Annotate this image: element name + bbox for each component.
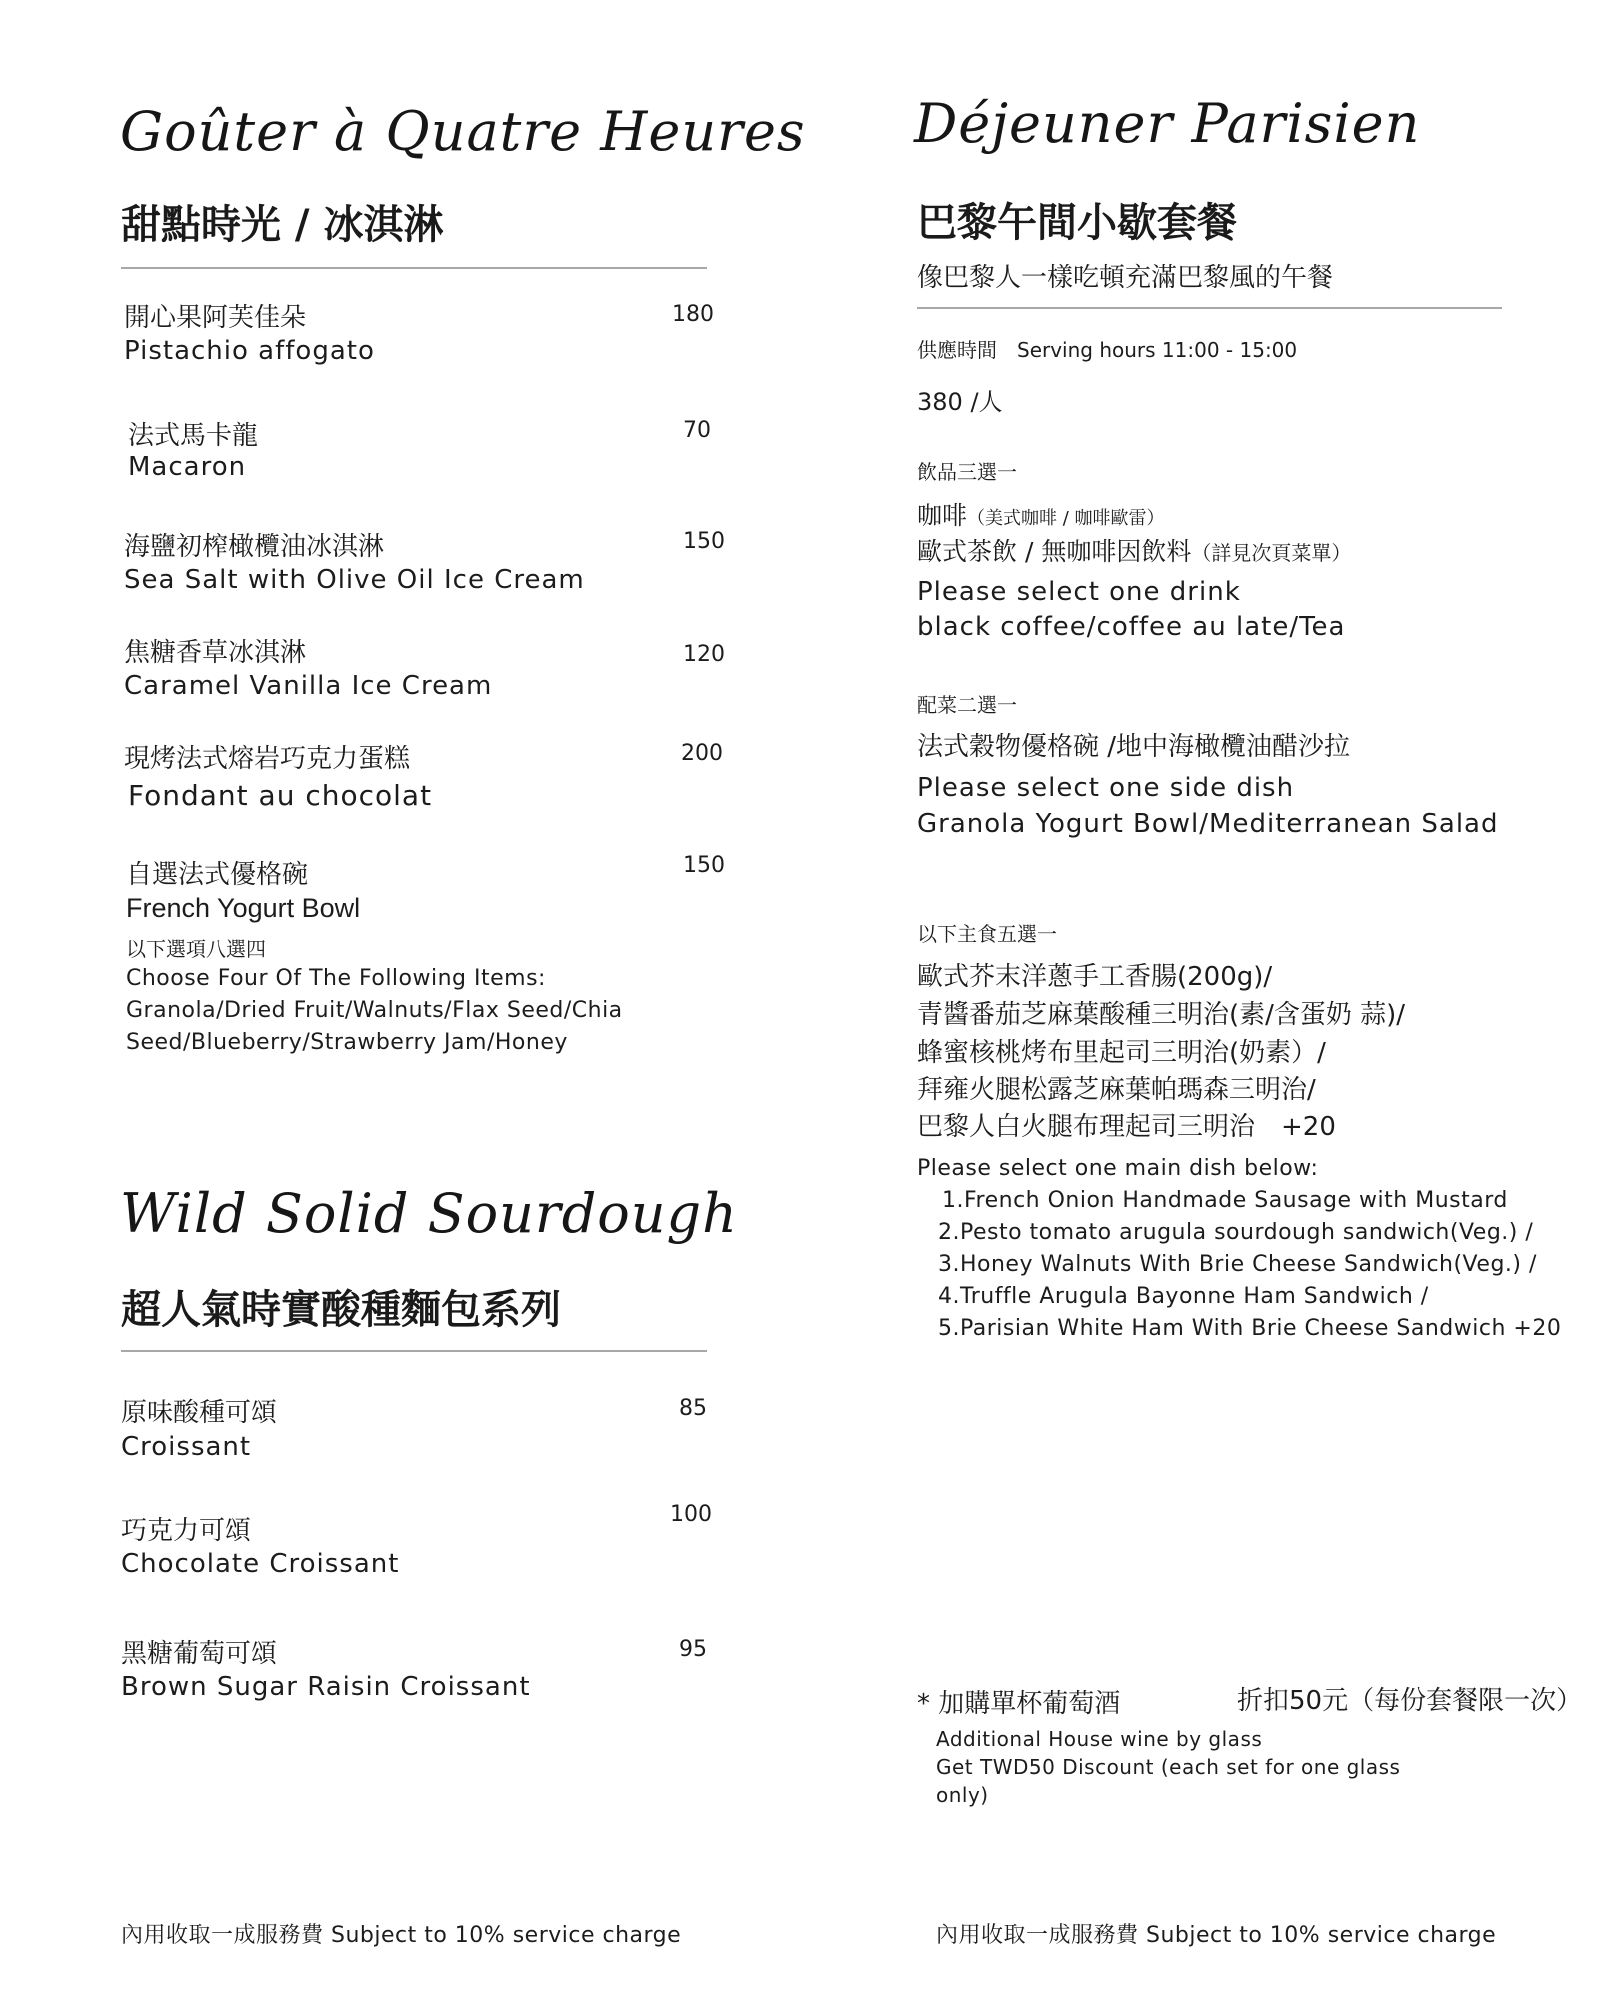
item-price: 150: [683, 853, 725, 878]
yogurt-note-en: Choose Four Of The Following Items:: [126, 966, 546, 991]
gouter-script-title: Goûter à Quatre Heures: [120, 100, 806, 163]
dejeuner-script-title: Déjeuner Parisien: [914, 92, 1421, 155]
main-en-option: 4.Truffle Arugula Bayonne Ham Sandwich /: [938, 1284, 1429, 1309]
item-zh: 巧克力可頌: [121, 1516, 252, 1546]
item-zh: 現烤法式熔岩巧克力蛋糕: [124, 744, 411, 774]
item-en: Sea Salt with Olive Oil Ice Cream: [124, 565, 585, 595]
item-zh: 焦糖香草冰淇淋: [124, 638, 307, 668]
sourdough-zh-title: 超人氣時實酸種麵包系列: [121, 1287, 561, 1333]
dejeuner-zh-title: 巴黎午間小歇套餐: [917, 200, 1237, 246]
item-en: Caramel Vanilla Ice Cream: [124, 671, 493, 701]
item-en: Chocolate Croissant: [121, 1549, 400, 1579]
item-price: 95: [679, 1637, 707, 1662]
sourdough-divider: [121, 1350, 707, 1352]
drink-note: （美式咖啡 / 咖啡歐雷）: [967, 508, 1165, 529]
item-zh: 黑糖葡萄可頌: [121, 1639, 278, 1669]
service-charge-note: 內用收取一成服務費 Subject to 10% service charge: [936, 1923, 1497, 1948]
main-en-heading: Please select one main dish below:: [917, 1156, 1319, 1181]
drink-option-tea: [917, 532, 1351, 568]
main-en-option: 5.Parisian White Ham With Brie Cheese Sandwich +20: [938, 1316, 1562, 1341]
drink-option-coffee: [917, 496, 1165, 532]
item-zh: 原味酸種可頌: [121, 1398, 278, 1428]
yogurt-note-zh: 以下選項八選四: [126, 937, 266, 961]
item-price: 200: [681, 741, 723, 766]
item-price: 180: [672, 302, 714, 327]
item-en: Macaron: [128, 452, 247, 482]
main-en-option: 3.Honey Walnuts With Brie Cheese Sandwich(Veg.) /: [938, 1252, 1537, 1277]
drink-main: 咖啡: [917, 501, 968, 530]
item-zh: 自選法式優格碗: [126, 860, 309, 890]
main-zh: 蜂蜜核桃烤布里起司三明治(奶素）/: [917, 1038, 1326, 1068]
drink-en: Please select one drink: [917, 577, 1241, 607]
main-heading: 以下主食五選一: [917, 922, 1057, 946]
wine-en: only): [936, 1783, 989, 1807]
item-en: Fondant au chocolat: [128, 779, 433, 812]
main-zh: 歐式芥末洋蔥手工香腸(200g)/: [917, 962, 1273, 992]
item-zh: 海鹽初榨橄欖油冰淇淋: [124, 532, 385, 562]
wine-addon-zh: * 加購單杯葡萄酒: [917, 1689, 1121, 1719]
item-zh: 開心果阿芙佳朵: [124, 303, 307, 333]
yogurt-note-en: Granola/Dried Fruit/Walnuts/Flax Seed/Chia: [126, 998, 623, 1023]
item-en: French Yogurt Bowl: [126, 893, 361, 923]
item-en: Croissant: [121, 1432, 252, 1462]
main-zh: 巴黎人白火腿布理起司三明治 +20: [917, 1112, 1336, 1142]
item-price: 70: [683, 418, 711, 443]
item-en: Pistachio affogato: [124, 336, 375, 366]
gouter-divider: [121, 267, 707, 269]
item-price: 100: [670, 1502, 712, 1527]
wine-en: Get TWD50 Discount (each set for one glass: [936, 1755, 1401, 1779]
main-en-option: 2.Pesto tomato arugula sourdough sandwich(Veg.) /: [938, 1220, 1534, 1245]
dejeuner-subtitle: 像巴黎人一樣吃頓充滿巴黎風的午餐: [917, 263, 1334, 293]
side-en: Granola Yogurt Bowl/Mediterranean Salad: [917, 809, 1499, 839]
drink-en: black coffee/coffee au late/Tea: [917, 612, 1346, 642]
drink-main: 歐式茶飲 / 無咖啡因飲料: [917, 537, 1192, 566]
sourdough-script-title: Wild Solid Sourdough: [120, 1182, 738, 1245]
item-en: Brown Sugar Raisin Croissant: [121, 1672, 531, 1702]
set-price: 380 /人: [917, 388, 1003, 416]
gouter-zh-title: 甜點時光 / 冰淇淋: [121, 202, 444, 248]
wine-discount: 折扣50元（每份套餐限一次）: [1237, 1686, 1583, 1716]
drink-note: （詳見次頁菜單）: [1191, 541, 1352, 565]
wine-en: Additional House wine by glass: [936, 1727, 1263, 1751]
item-price: 85: [679, 1396, 707, 1421]
yogurt-note-en: Seed/Blueberry/Strawberry Jam/Honey: [126, 1030, 568, 1055]
side-zh: 法式穀物優格碗 /地中海橄欖油醋沙拉: [917, 732, 1351, 762]
serving-hours: 供應時間 Serving hours 11:00 - 15:00: [917, 338, 1298, 362]
item-price: 150: [683, 529, 725, 554]
main-zh: 拜雍火腿松露芝麻葉帕瑪森三明治/: [917, 1075, 1316, 1105]
side-heading: 配菜二選一: [917, 693, 1017, 717]
main-en-option: 1.French Onion Handmade Sausage with Mustard: [942, 1188, 1508, 1213]
dejeuner-divider: [917, 307, 1502, 309]
drink-heading: 飲品三選一: [917, 460, 1017, 484]
service-charge-note: 內用收取一成服務費 Subject to 10% service charge: [121, 1923, 682, 1948]
item-price: 120: [683, 642, 725, 667]
item-zh: 法式馬卡龍: [128, 421, 259, 451]
main-zh: 青醬番茄芝麻葉酸種三明治(素/含蛋奶 蒜)/: [917, 1000, 1406, 1030]
side-en: Please select one side dish: [917, 773, 1295, 803]
